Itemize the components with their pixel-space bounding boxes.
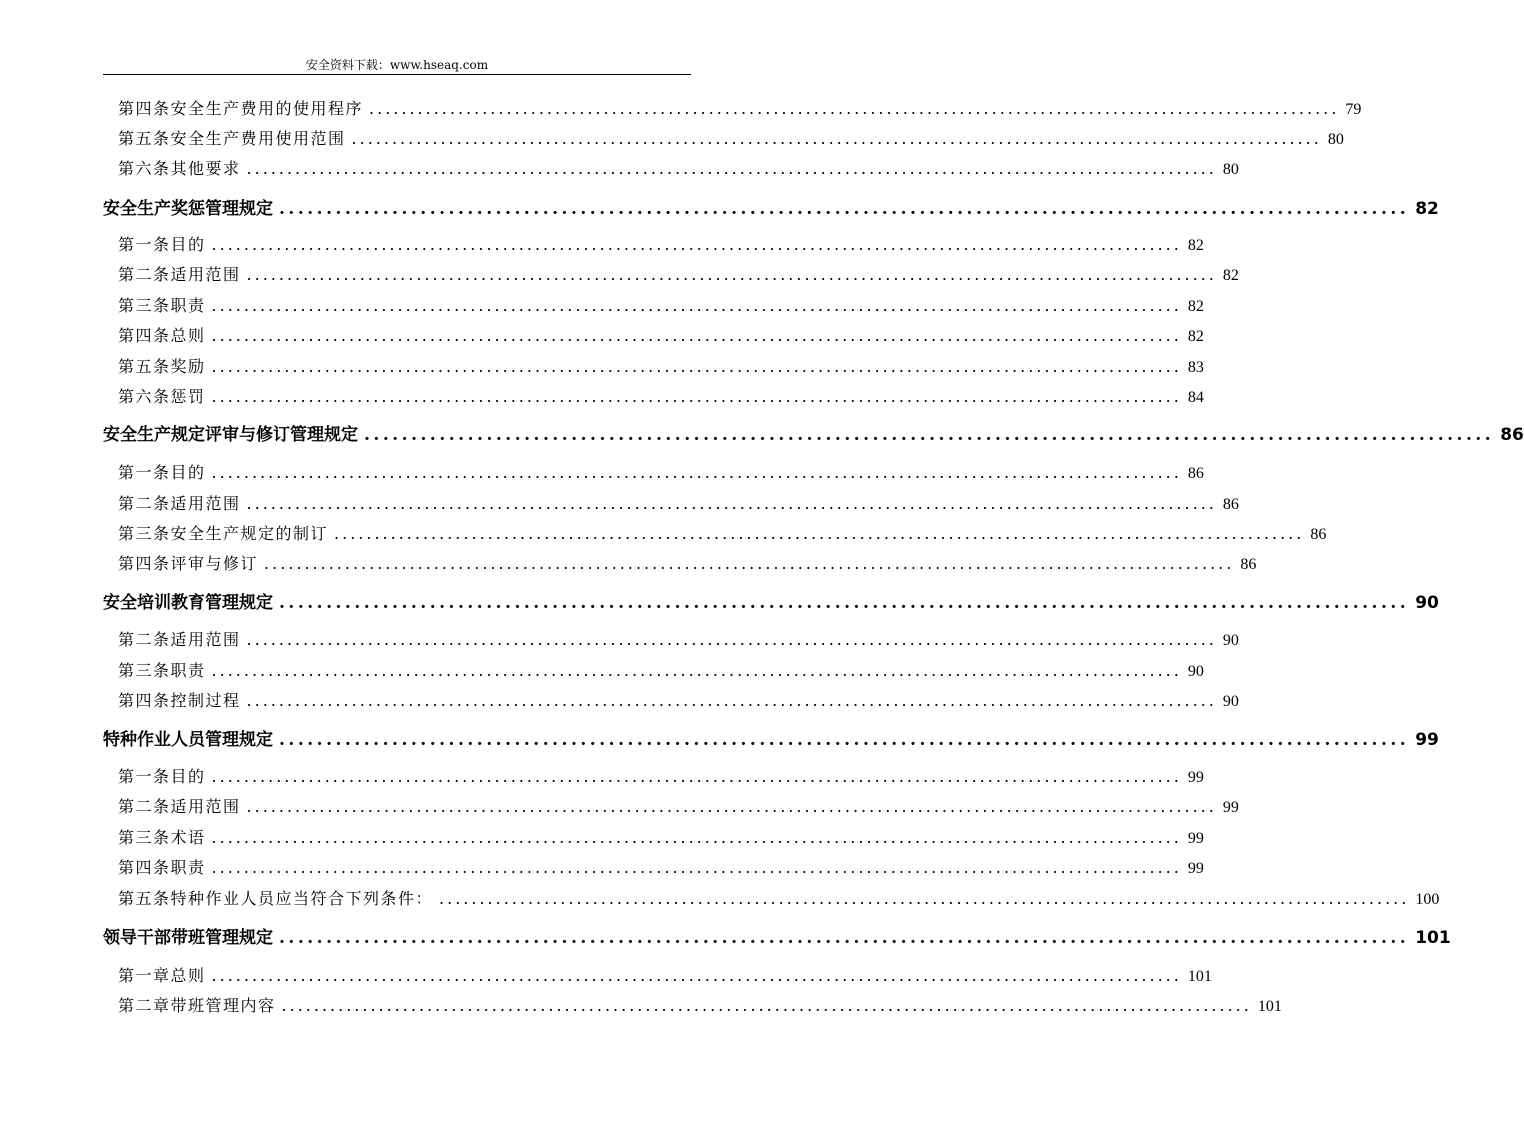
dot-leader: ........................................................................................................................ [279, 730, 1410, 750]
toc-entry[interactable] [118, 995, 1282, 1018]
toc-entry-title: 第五条安全生产费用使用范围 [118, 129, 346, 148]
toc-entry-title: 第三条职责 [118, 661, 206, 680]
toc-entry-title: 第六条其他要求 [118, 159, 241, 178]
toc-entry-page: 101 [1257, 998, 1282, 1015]
toc-entry[interactable] [118, 386, 1204, 409]
toc-entry-title: 第五条奖励 [118, 357, 206, 376]
toc-entry[interactable] [118, 493, 1239, 516]
toc-entry-title: 安全生产规定评审与修订管理规定 [103, 425, 358, 445]
toc-entry-title: 第四条安全生产费用的使用程序 [118, 99, 364, 118]
dot-leader: ........................................................................................................................ [211, 966, 1182, 985]
dot-leader: ........................................................................................................................ [211, 463, 1182, 482]
toc-entry-page: 82 [1415, 199, 1439, 219]
toc-entry-page: 83 [1187, 359, 1204, 376]
toc-entry-title: 领导干部带班管理规定 [103, 928, 273, 948]
dot-leader: ........................................................................................................................ [246, 797, 1217, 816]
toc-entry[interactable] [118, 158, 1239, 181]
toc-entry-page: 82 [1187, 298, 1204, 315]
toc-entry-page: 99 [1187, 769, 1204, 786]
toc-entry[interactable] [118, 888, 1440, 911]
toc-entry-page: 100 [1415, 891, 1440, 908]
dot-leader: ........................................................................................................................ [279, 199, 1410, 219]
dot-leader: ........................................................................................................................ [439, 889, 1410, 908]
toc-entry-title: 第四条控制过程 [118, 691, 241, 710]
toc-entry-page: 90 [1222, 693, 1239, 710]
dot-leader: ........................................................................................................................ [246, 265, 1217, 284]
dot-leader: ........................................................................................................................ [246, 691, 1217, 710]
dot-leader: ........................................................................................................................ [364, 425, 1495, 445]
dot-leader: ........................................................................................................................ [246, 494, 1217, 513]
toc-entry-page: 90 [1187, 663, 1204, 680]
toc-entry-title: 第三条职责 [118, 296, 206, 315]
toc-entry[interactable] [118, 690, 1239, 713]
toc-entry-page: 86 [1240, 556, 1257, 573]
dot-leader: ........................................................................................................................ [279, 593, 1410, 613]
toc-entry-title: 安全生产奖惩管理规定 [103, 199, 273, 219]
toc-entry[interactable] [118, 264, 1239, 287]
toc-entry[interactable] [118, 295, 1204, 318]
dot-leader: ........................................................................................................................ [211, 296, 1182, 315]
toc-entry[interactable] [118, 523, 1327, 546]
toc-entry-title: 第四条总则 [118, 326, 206, 345]
toc-entry-page: 86 [1187, 465, 1204, 482]
dot-leader: ........................................................................................................................ [211, 235, 1182, 254]
dot-leader: ........................................................................................................................ [211, 767, 1182, 786]
dot-leader: ........................................................................................................................ [211, 858, 1182, 877]
dot-leader: ........................................................................................................................ [334, 524, 1305, 543]
toc-section-entry[interactable] [103, 197, 1439, 221]
toc-entry-title: 第二条适用范围 [118, 797, 241, 816]
toc-entry-page: 82 [1222, 267, 1239, 284]
toc-entry-title: 第五条特种作业人员应当符合下列条件： [118, 889, 434, 908]
dot-leader: ........................................................................................................................ [211, 326, 1182, 345]
dot-leader: ........................................................................................................................ [369, 99, 1340, 118]
toc-section-entry[interactable] [103, 926, 1451, 950]
toc-entry-page: 99 [1222, 799, 1239, 816]
dot-leader: ........................................................................................................................ [279, 928, 1410, 948]
toc-entry-title: 第一条目的 [118, 767, 206, 786]
toc-entry[interactable] [118, 553, 1257, 576]
toc-entry[interactable] [118, 356, 1204, 379]
dot-leader: ........................................................................................................................ [211, 661, 1182, 680]
toc-entry[interactable] [118, 857, 1204, 880]
toc-entry-title: 第一章总则 [118, 966, 206, 985]
toc-entry-page: 80 [1327, 131, 1344, 148]
toc-entry-page: 84 [1187, 389, 1204, 406]
toc-entry-title: 第二章带班管理内容 [118, 996, 276, 1015]
dot-leader: ........................................................................................................................ [351, 129, 1322, 148]
toc-entry[interactable] [118, 796, 1239, 819]
toc-entry-page: 86 [1222, 496, 1239, 513]
dot-leader: ........................................................................................................................ [246, 630, 1217, 649]
toc-entry-title: 第三条术语 [118, 828, 206, 847]
dot-leader: ........................................................................................................................ [211, 828, 1182, 847]
toc-entry[interactable] [118, 98, 1362, 121]
toc-entry-title: 第一条目的 [118, 463, 206, 482]
toc-entry-page: 82 [1187, 237, 1204, 254]
toc-entry[interactable] [118, 462, 1204, 485]
toc-entry-title: 第六条惩罚 [118, 387, 206, 406]
toc-section-entry[interactable] [103, 728, 1439, 752]
toc-entry-page: 101 [1187, 968, 1212, 985]
toc-entry-page: 86 [1500, 425, 1524, 445]
dot-leader: ........................................................................................................................ [281, 996, 1252, 1015]
toc-entry-title: 安全培训教育管理规定 [103, 593, 273, 613]
toc-entry[interactable] [118, 827, 1204, 850]
toc-entry-title: 第四条职责 [118, 858, 206, 877]
toc-entry-title: 第三条安全生产规定的制订 [118, 524, 329, 543]
toc-entry[interactable] [118, 325, 1204, 348]
toc-entry-page: 79 [1345, 101, 1362, 118]
toc-entry-page: 86 [1310, 526, 1327, 543]
toc-entry-page: 101 [1415, 928, 1451, 948]
toc-entry[interactable] [118, 965, 1212, 988]
dot-leader: ........................................................................................................................ [211, 357, 1182, 376]
dot-leader: ........................................................................................................................ [211, 387, 1182, 406]
toc-entry[interactable] [118, 766, 1204, 789]
toc-entry-page: 90 [1222, 632, 1239, 649]
toc-entry-title: 第一条目的 [118, 235, 206, 254]
toc-entry[interactable] [118, 660, 1204, 683]
dot-leader: ........................................................................................................................ [264, 554, 1235, 573]
toc-entry-page: 90 [1415, 593, 1439, 613]
toc-entry[interactable] [118, 128, 1344, 151]
toc-entry-page: 99 [1415, 730, 1439, 750]
toc-entry-title: 第四条评审与修订 [118, 554, 259, 573]
toc-entry-page: 80 [1222, 161, 1239, 178]
toc-entry-page: 99 [1187, 860, 1204, 877]
toc-entry-title: 第二条适用范围 [118, 265, 241, 284]
toc-section-entry[interactable] [103, 423, 1524, 447]
toc-entry[interactable] [118, 234, 1204, 257]
toc-section-entry[interactable] [103, 591, 1439, 615]
toc-entry-title: 第二条适用范围 [118, 494, 241, 513]
dot-leader: ........................................................................................................................ [246, 159, 1217, 178]
toc-entry-page: 82 [1187, 328, 1204, 345]
page-header: 安全资料下载：www.hseaq.com [305, 58, 489, 72]
toc-entry-title: 特种作业人员管理规定 [103, 730, 273, 750]
toc-entry[interactable] [118, 629, 1239, 652]
toc-entry-page: 99 [1187, 830, 1204, 847]
toc-entry-title: 第二条适用范围 [118, 630, 241, 649]
